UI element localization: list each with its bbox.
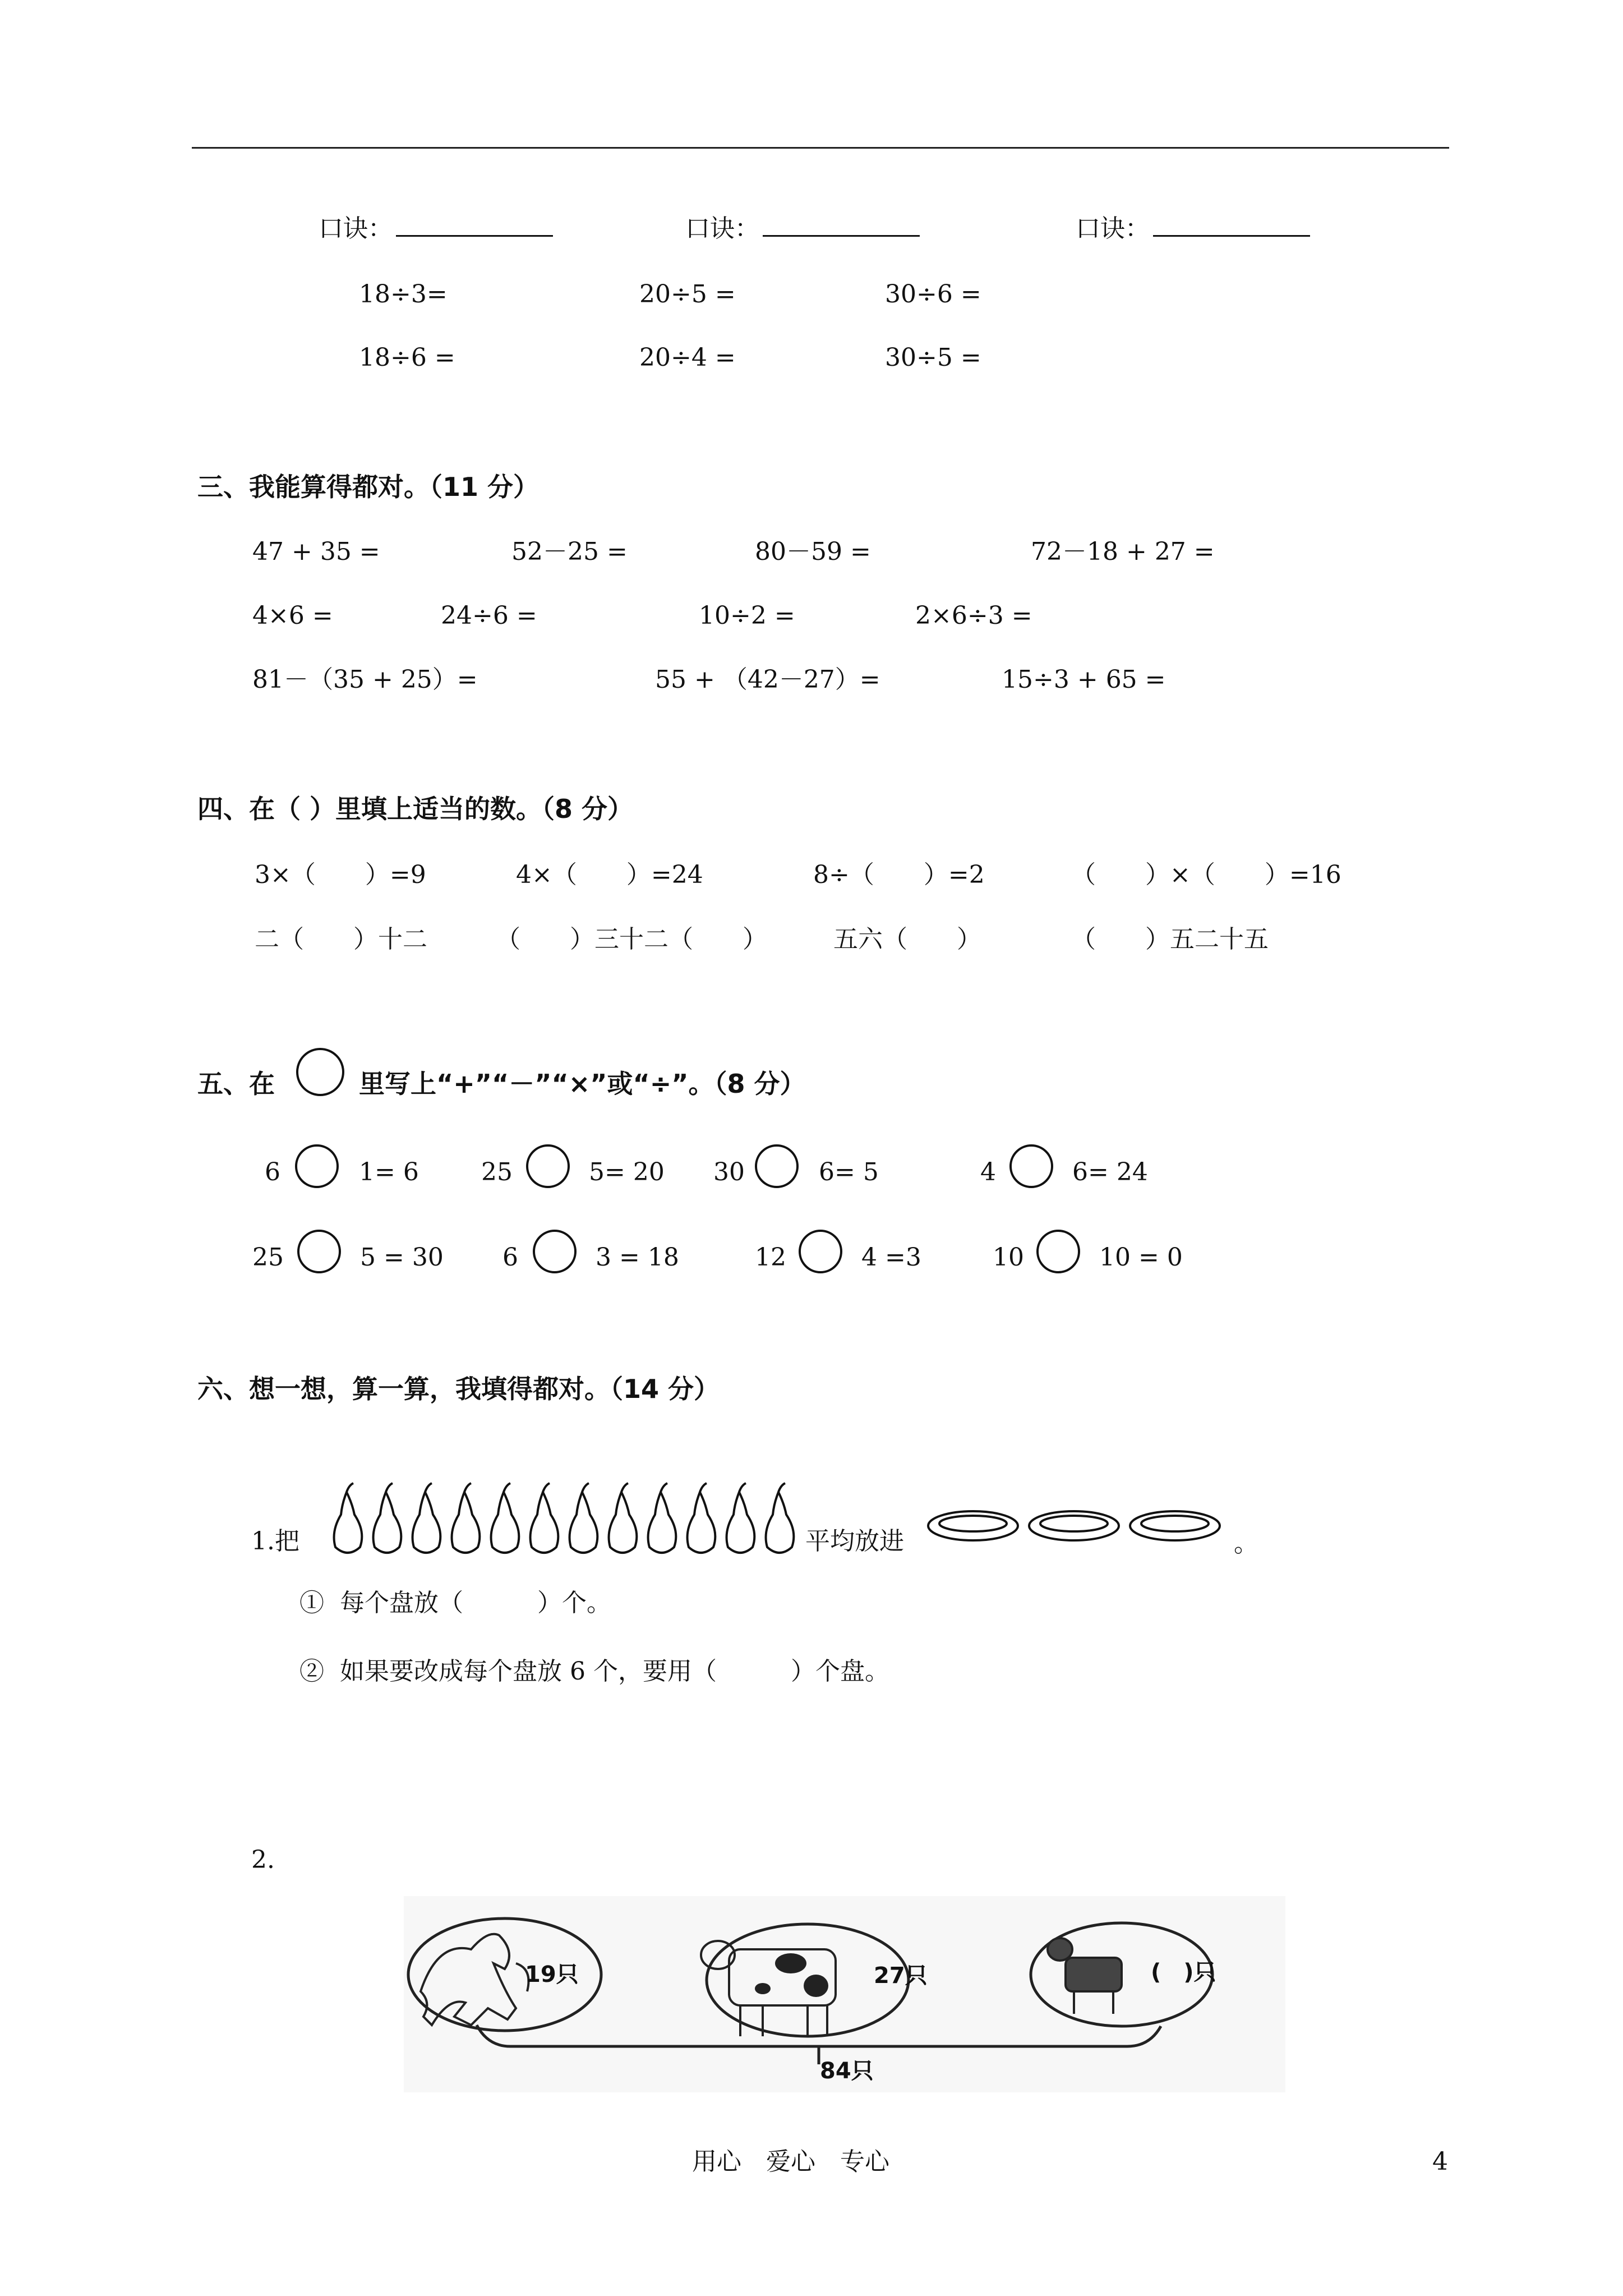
pear-icon [570, 1492, 598, 1553]
pear-icon [413, 1492, 441, 1553]
pear-stem [464, 1483, 471, 1492]
pear-stem [739, 1483, 746, 1492]
pear-icon [334, 1492, 362, 1553]
section-3-title: 三、我能算得都对。（11 分） [197, 472, 540, 502]
plate-inner [1141, 1516, 1209, 1531]
div-eq: 30÷6 = [885, 280, 981, 309]
cow-spots [755, 1953, 828, 1997]
pear-icon [727, 1492, 755, 1553]
section-6-title: 六、想一想，算一算，我填得都对。（14 分） [197, 1374, 720, 1404]
calc-eq: 47 + 35 = [252, 537, 380, 566]
plates-illustration [925, 1503, 1239, 1565]
q1-part-b: ② 如果要改成每个盘放 6 个，要用（ ）个盘。 [299, 1657, 889, 1686]
pear-stem [386, 1483, 393, 1492]
pear-icon [766, 1492, 794, 1553]
fill-chant: （ ）五二十五 [1071, 925, 1269, 954]
op-operand: 6 [265, 1158, 280, 1186]
op-circle[interactable] [755, 1144, 799, 1188]
div-eq: 30÷5 = [885, 343, 981, 372]
pear-stem [700, 1483, 707, 1492]
q1-end: 。 [1234, 1529, 1258, 1558]
op-circle[interactable] [526, 1144, 570, 1188]
pear-stem [425, 1483, 432, 1492]
calc-eq: 80－59 = [755, 537, 871, 566]
pear-icon [531, 1492, 559, 1553]
div-eq: 20÷4 = [639, 343, 736, 372]
calc-eq: 72－18 + 27 = [1031, 537, 1215, 566]
op-result: 1= 6 [359, 1158, 419, 1186]
op-row-2 [0, 1235, 1623, 1280]
op-result: 5= 20 [589, 1158, 665, 1186]
koujue-2: 口诀： [685, 212, 920, 246]
op-operand: 25 [252, 1243, 284, 1272]
koujue-1: 口诀： [319, 212, 553, 246]
section-5-title-b: 里写上“+”“－”“×”或“÷”。（8 分） [359, 1069, 806, 1099]
fill-chant: 五六（ ） [833, 925, 981, 954]
op-circle[interactable] [1036, 1230, 1080, 1273]
q1-prefix: 1.把 [251, 1527, 299, 1556]
horse-count: 19只 [525, 1962, 579, 1987]
op-circle[interactable] [533, 1230, 577, 1273]
section-4-title: 四、在（ ）里填上适当的数。（8 分） [197, 794, 634, 824]
op-result: 10 = 0 [1099, 1243, 1183, 1272]
page-number: 4 [1432, 2147, 1448, 2176]
pear-stem [778, 1483, 785, 1492]
op-result: 5 = 30 [360, 1243, 444, 1272]
pear-stem [504, 1483, 510, 1492]
fill-chant: （ ）三十二（ ） [496, 925, 767, 954]
op-circle[interactable] [297, 1230, 341, 1273]
op-operand: 6 [502, 1243, 518, 1272]
circle-icon [296, 1048, 344, 1096]
div-eq: 18÷6 = [359, 343, 455, 372]
calc-eq: 2×6÷3 = [915, 601, 1032, 630]
section-5-title-a: 五、在 [197, 1069, 275, 1099]
goat-count[interactable]: ( )只 [1151, 1959, 1216, 1985]
op-row-1 [0, 1150, 1623, 1195]
op-operand: 12 [755, 1243, 786, 1272]
plate-inner [939, 1516, 1007, 1531]
animals-diagram [404, 1896, 1285, 2092]
q2-label: 2. [251, 1846, 275, 1874]
pear-icon [374, 1492, 402, 1553]
fill-eq: 8÷（ ）=2 [813, 861, 985, 889]
calc-eq: 52－25 = [511, 537, 628, 566]
pears-illustration [320, 1481, 802, 1565]
koujue-3: 口诀： [1076, 212, 1310, 246]
pear-stem [621, 1483, 628, 1492]
fill-eq: （ ）×（ ）=16 [1071, 861, 1341, 889]
pear-stem [661, 1483, 667, 1492]
goat-icon [1048, 1938, 1122, 2014]
op-circle[interactable] [295, 1144, 339, 1188]
calc-eq: 4×6 = [252, 601, 333, 630]
op-result: 6= 24 [1072, 1158, 1148, 1186]
fill-eq: 3×（ ）=9 [255, 861, 426, 889]
calc-eq: 24÷6 = [441, 601, 537, 630]
op-operand: 25 [481, 1158, 513, 1186]
pear-icon [452, 1492, 480, 1553]
div-eq: 20÷5 = [639, 280, 736, 309]
pear-stem [582, 1483, 589, 1492]
fill-chant: 二（ ）十二 [255, 925, 427, 954]
total-count: 84只 [820, 2058, 874, 2084]
koujue-blank-1[interactable] [396, 213, 553, 237]
calc-eq: 10÷2 = [699, 601, 795, 630]
calc-eq: 81－（35 + 25）= [252, 665, 478, 694]
pear-stem [543, 1483, 550, 1492]
op-operand: 10 [993, 1243, 1024, 1272]
div-eq: 18÷3= [359, 280, 448, 309]
plate-inner [1040, 1516, 1108, 1531]
q1-mid: 平均放进 [805, 1527, 904, 1556]
op-circle[interactable] [1009, 1144, 1053, 1188]
calc-eq: 15÷3 + 65 = [1002, 665, 1166, 694]
pear-icon [609, 1492, 637, 1553]
pear-icon [491, 1492, 519, 1553]
pear-stem [347, 1483, 353, 1492]
calc-eq: 55 + （42－27）= [655, 665, 880, 694]
header-rule [192, 147, 1449, 149]
q1-part-a: ① 每个盘放（ ）个。 [299, 1589, 611, 1617]
op-result: 4 =3 [861, 1243, 921, 1272]
op-circle[interactable] [799, 1230, 842, 1273]
op-operand: 30 [713, 1158, 745, 1186]
op-result: 6= 5 [819, 1158, 879, 1186]
cow-count: 27只 [874, 1963, 928, 1989]
horse-icon [421, 1934, 529, 2025]
koujue-blank-2[interactable] [763, 213, 920, 237]
pear-icon [688, 1492, 716, 1553]
fill-eq: 4×（ ）=24 [516, 861, 703, 889]
pear-icon [648, 1492, 676, 1553]
koujue-blank-3[interactable] [1153, 213, 1310, 237]
footer-motto: 用心 爱心 专心 [692, 2147, 889, 2176]
op-result: 3 = 18 [596, 1243, 679, 1272]
op-operand: 4 [980, 1158, 996, 1186]
